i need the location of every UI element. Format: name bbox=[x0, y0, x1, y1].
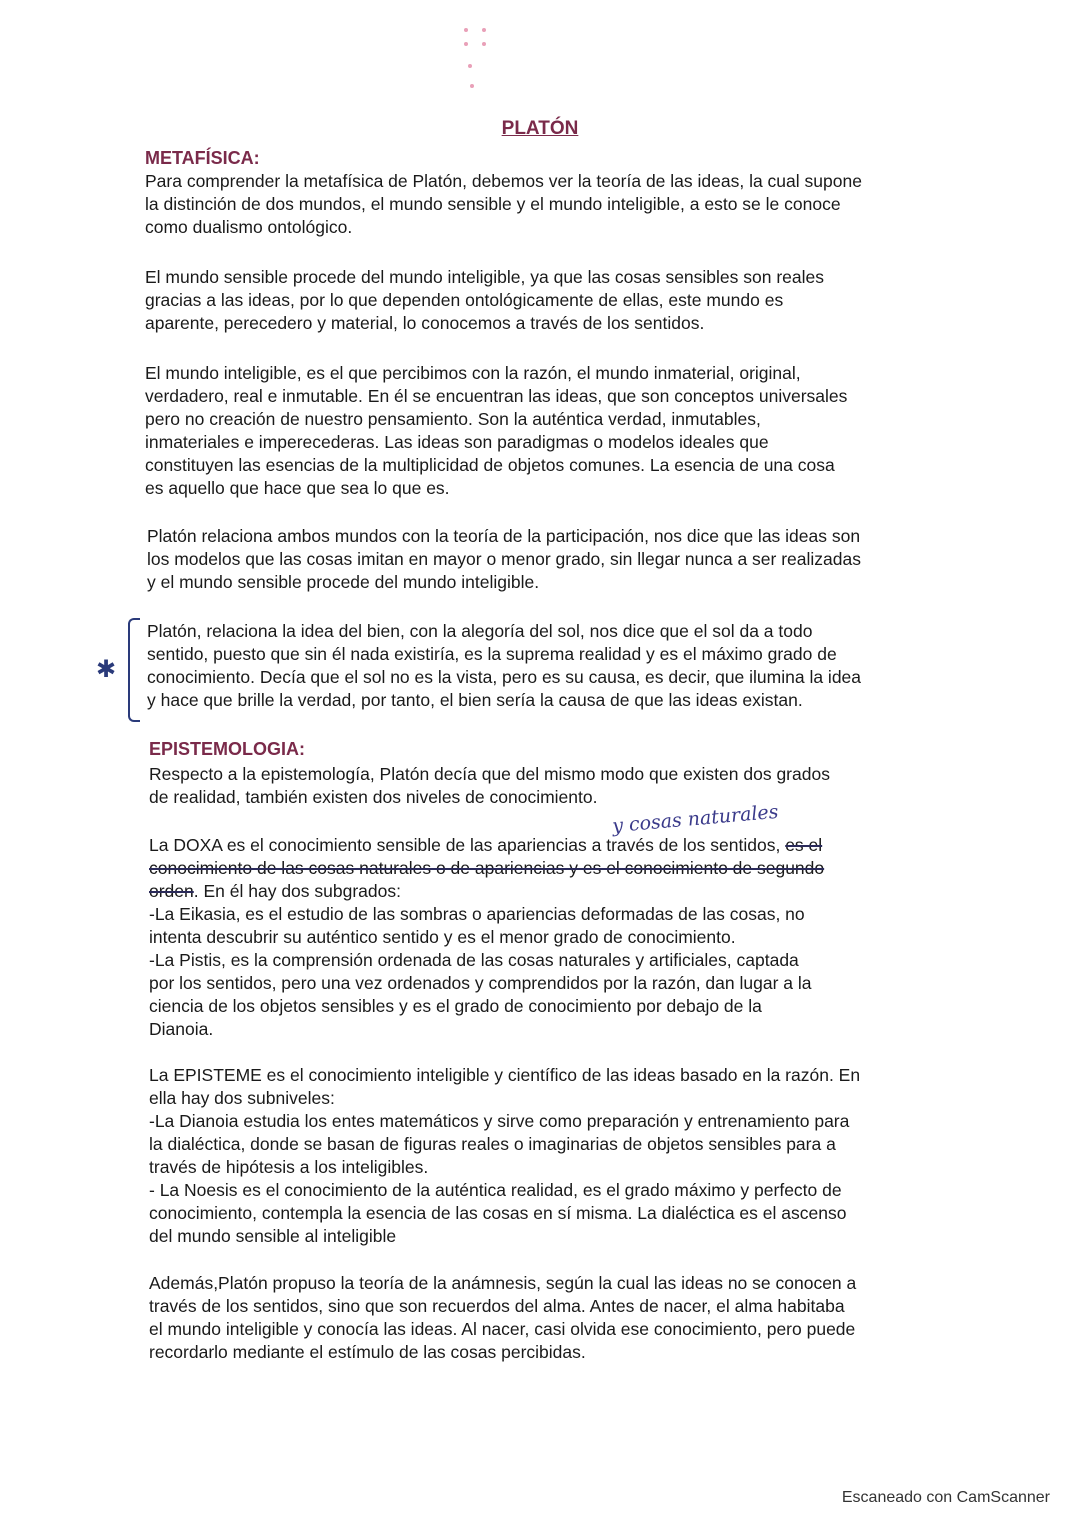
text-line: inmateriales e imperecederas. Las ideas son paradigmas o modelos ideales que bbox=[145, 432, 769, 452]
heading-epistemologia: EPISTEMOLOGIA: bbox=[149, 739, 306, 759]
text-line: el mundo inteligible y conocía las ideas. Al nacer, casi olvida ese conocimiento, pero puede bbox=[149, 1319, 856, 1339]
doxa-text: La DOXA es el conocimiento sensible de las apariencias a través de los sentidos, bbox=[149, 835, 781, 855]
text-line: y el mundo sensible procede del mundo inteligible. bbox=[147, 572, 540, 592]
text-line: es aquello que hace que sea lo que es. bbox=[145, 478, 450, 498]
text-line: pero no creación de nuestro pensamiento. Son la auténtica verdad, inmutables, bbox=[145, 409, 761, 429]
text-line: través de los sentidos, sino que son recuerdos del alma. Antes de nacer, el alma habitaba bbox=[149, 1296, 845, 1316]
text-line: por los sentidos, pero una vez ordenados y comprendidos por la razón, dan lugar a la bbox=[149, 973, 812, 993]
text-line: conocimiento, contempla la esencia de las cosas en sí misma. La dialéctica es el ascenso bbox=[149, 1203, 847, 1223]
paragraph-metafisica-4 bbox=[147, 525, 937, 594]
text-line: sentido, puesto que sin él nada existiría, es la suprema realidad y es el máximo grado de bbox=[147, 644, 837, 664]
scanner-watermark: Escaneado con CamScanner bbox=[841, 1489, 1050, 1506]
text-line: verdadero, real e inmutable. En él se encuentran las ideas, que son conceptos universales bbox=[145, 386, 848, 406]
text-line: aparente, perecedero y material, lo conocemos a través de los sentidos. bbox=[145, 313, 705, 333]
text-line: El mundo sensible procede del mundo inteligible, ya que las cosas sensibles son reales bbox=[145, 267, 825, 287]
handwritten-annotation: y cosas naturales bbox=[611, 800, 780, 838]
heading-metafisica: METAFÍSICA: bbox=[145, 148, 260, 168]
paragraph-metafisica-2 bbox=[145, 266, 935, 335]
text-line: -La Dianoia estudia los entes matemáticos y sirve como preparación y entrenamiento para bbox=[149, 1111, 850, 1131]
text-line: conocimiento. Decía que el sol no es la vista, pero es su causa, es decir, que ilumina la idea bbox=[147, 667, 862, 687]
text-line: Platón relaciona ambos mundos con la teoría de la participación, nos dice que las ideas son bbox=[147, 526, 861, 546]
paragraph-episteme bbox=[149, 1064, 939, 1248]
margin-bracket-mark bbox=[128, 618, 140, 722]
text-line: Dianoia. bbox=[149, 1019, 214, 1039]
text-line: la distinción de dos mundos, el mundo sensible y el mundo inteligible, a esto se le conoce bbox=[145, 194, 841, 214]
text-line: del mundo sensible al inteligible bbox=[149, 1226, 397, 1246]
struck-text: conocimiento de las cosas naturales o de apariencias y es el conocimiento de segundo bbox=[149, 858, 825, 878]
paragraph-anamnesis bbox=[149, 1272, 939, 1364]
text-line: y hace que brille la verdad, por tanto, el bien sería la causa de que las ideas existan. bbox=[147, 690, 803, 710]
text-line: través de hipótesis a los inteligibles. bbox=[149, 1157, 429, 1177]
text-line bbox=[149, 880, 939, 903]
text-line: constituyen las esencias de la multiplicidad de objetos comunes. La esencia de una cosa bbox=[145, 455, 835, 475]
paragraph-metafisica-1 bbox=[145, 170, 935, 239]
text-line: gracias a las ideas, por lo que dependen ontológicamente de ellas, este mundo es bbox=[145, 290, 784, 310]
text-line: Para comprender la metafísica de Platón, debemos ver la teoría de las ideas, la cual supone bbox=[145, 171, 862, 191]
text-line: -La Pistis, es la comprensión ordenada de las cosas naturales y artificiales, captada bbox=[149, 950, 799, 970]
paragraph-epistemologia-1 bbox=[149, 763, 939, 809]
text-line: de realidad, también existen dos niveles de conocimiento. bbox=[149, 787, 598, 807]
text-line: -La Eikasia, es el estudio de las sombras o apariencias deformadas de las cosas, no bbox=[149, 904, 805, 924]
text-line: ella hay dos subniveles: bbox=[149, 1088, 335, 1108]
text-line: Además,Platón propuso la teoría de la anámnesis, según la cual las ideas no se conocen a bbox=[149, 1273, 857, 1293]
text-line: intenta descubrir su auténtico sentido y es el menor grado de conocimiento. bbox=[149, 927, 736, 947]
asterisk-star-icon: ✱ bbox=[96, 656, 117, 683]
text-line: El mundo inteligible, es el que percibimos con la razón, el mundo inmaterial, original, bbox=[145, 363, 801, 383]
text-line: ciencia de los objetos sensibles y es el grado de conocimiento por debajo de la bbox=[149, 996, 762, 1016]
pink-marks-decoration bbox=[462, 24, 492, 94]
text-line: Respecto a la epistemología, Platón decía que del mismo modo que existen dos grados bbox=[149, 764, 830, 784]
paragraph-doxa bbox=[149, 834, 939, 1041]
text-line bbox=[149, 834, 939, 857]
text-line: recordarlo mediante el estímulo de las cosas percibidas. bbox=[149, 1342, 586, 1362]
text-line: los modelos que las cosas imitan en mayor o menor grado, sin llegar nunca a ser realizadas bbox=[147, 549, 861, 569]
struck-text: es el bbox=[785, 835, 823, 855]
page-title: PLATÓN bbox=[501, 118, 579, 139]
text-line: como dualismo ontológico. bbox=[145, 217, 353, 237]
paragraph-metafisica-3 bbox=[145, 362, 935, 500]
text-line: la dialéctica, donde se basan de figuras reales o imaginarias de objetos sensibles para a bbox=[149, 1134, 836, 1154]
struck-text: orden bbox=[149, 881, 194, 901]
text-line: - La Noesis es el conocimiento de la auténtica realidad, es el grado máximo y perfecto de bbox=[149, 1180, 842, 1200]
paragraph-metafisica-5 bbox=[147, 620, 937, 712]
text-line: Platón, relaciona la idea del bien, con la alegoría del sol, nos dice que el sol da a todo bbox=[147, 621, 813, 641]
doxa-text: . En él hay dos subgrados: bbox=[193, 881, 401, 901]
text-line: La EPISTEME es el conocimiento inteligible y científico de las ideas basado en la razón. En bbox=[149, 1065, 861, 1085]
